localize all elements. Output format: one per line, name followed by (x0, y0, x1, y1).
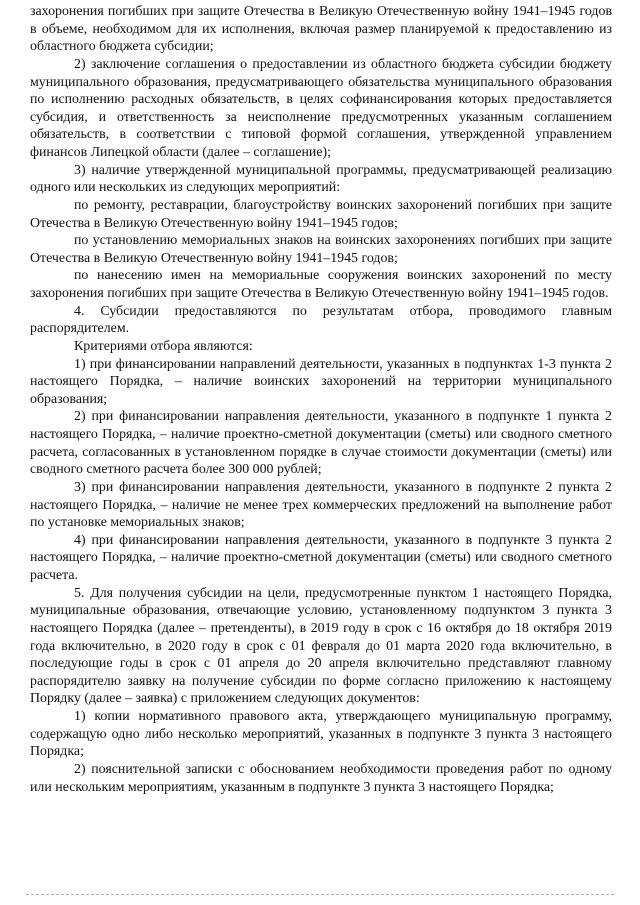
paragraph-document-1: 1) копии нормативного правового акта, утверждающего муниципальную программу, содержащую одно либо несколько мероприятий, указанных в подпункте 3 пункта 3 настоящего Порядка; (30, 709, 612, 760)
page-bottom-divider (26, 894, 614, 895)
paragraph-criterion-2: 2) при финансировании направления деятельности, указанного в подпункте 1 пункта 2 настоящего Порядка, – наличие проектно-сметной документации (сметы) или сводного сметного расчета, согласованных в установленном порядке в случае стоимости документации (сметы) или сводного сметного расчета более 300 000 рублей; (30, 409, 612, 478)
paragraph-activity-names: по нанесению имен на мемориальные сооружения воинских захоронений по месту захоронения погибших при защите Отечества в Великую Отечественную войну 1941–1945 годов. (30, 268, 612, 301)
paragraph-criteria-heading: Критериями отбора являются: (74, 338, 253, 354)
paragraph-activity-memorial-signs: по установлению мемориальных знаков на воинских захоронениях погибших при защите Отечества в Великую Отечественную войну 1941–1945 годов; (30, 233, 612, 266)
paragraph-condition-2: 2) заключение соглашения о предоставлении из областного бюджета субсидии бюджету муниципального образования, предусматривающего обязательства муниципального образования по исполнению расходных обязательств, в целях софинансирования которых предоставляется субсидия, и ответственность за неисполнение предусмотренных указанным соглашением обязательств, в соответствии с типовой формой соглашения, утвержденной управлением финансов Липецкой области (далее – соглашение); (30, 56, 612, 160)
paragraph-point-5: 5. Для получения субсидии на цели, предусмотренные пунктом 1 настоящего Порядка, муниципальные образования, отвечающие условию, установленному подпунктом 3 пункта 3 настоящего Порядка (далее – претенденты), в 2019 году в срок с 16 октября до 18 октября 2019 года включительно, в 2020 году в срок с 01 февраля до 01 марта 2020 года включительно, в последующие годы в срок с 01 апреля до 20 апреля включительно представляют главному распорядителю заявку на получение субсидии по форме согласно приложению к настоящему Порядку (далее – заявка) с приложением следующих документов: (30, 585, 612, 707)
paragraph-criterion-4: 4) при финансировании направления деятельности, указанного в подпункте 3 пункта 2 настоящего Порядка, – наличие проектно-сметной документации (сметы) или сводного сметного расчета. (30, 532, 612, 583)
paragraph-document-2: 2) пояснительной записки с обоснованием необходимости проведения работ по одному или нескольким мероприятиям, указанным в подпункте 3 пункта 3 настоящего Порядка; (30, 761, 612, 795)
paragraph-point-4: 4. Субсидии предоставляются по результатам отбора, проводимого главным распорядителем. (30, 303, 612, 337)
paragraph-condition-3: 3) наличие утвержденной муниципальной программы, предусматривающей реализацию одного или нескольких из следующих мероприятий: (30, 162, 612, 196)
paragraph-criterion-3: 3) при финансировании направления деятельности, указанного в подпункте 2 пункта 2 настоящего Порядка, – наличие не менее трех коммерческих предложений на выполнение работ по установке мемориальных знаков; (30, 479, 612, 531)
paragraph-criterion-1: 1) при финансировании направлений деятельности, указанных в подпунктах 1-3 пункта 2 настоящего Порядка, – наличие воинских захоронений на территории муниципального образования; (30, 356, 612, 407)
paragraph-continuation: захоронения погибших при защите Отечества в Великую Отечественную войну 1941–1945 годов в объеме, необходимом для их исполнения, включая размер планируемой к предоставлению из областного бюджета субсидии; (30, 4, 612, 55)
document-body (30, 3, 612, 796)
paragraph-activity-repair: по ремонту, реставрации, благоустройству воинских захоронений погибших при защите Отечества в Великую Отечественную войну 1941–1945 годов; (30, 197, 612, 231)
